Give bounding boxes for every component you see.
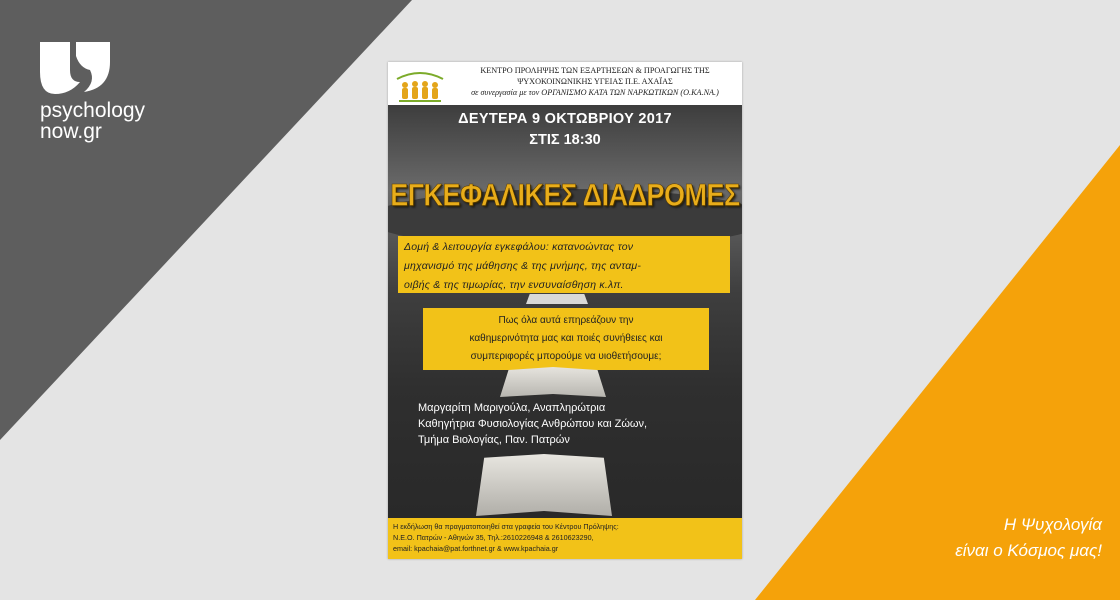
- footer-line3: email: kpachaia@pat.forthnet.gr & www.kpachaia.gr: [393, 544, 559, 553]
- speaker-info: [418, 400, 738, 448]
- org-line2: ΨΥΧΟΚΟΙΝΩΝΙΚΗΣ ΥΓΕΙΑΣ Π.Ε. ΑΧΑΪΑΣ: [517, 77, 673, 86]
- topic-line2: μηχανισμό της μάθησης & της μνήμης, της ανταμ-: [404, 260, 642, 272]
- logo-mark-icon: [40, 42, 110, 94]
- question-line3: συμπεριφορές μπορούμε να υιοθετήσουμε;: [470, 351, 662, 362]
- tagline-line2: είναι ο Κόσμος μας!: [955, 541, 1102, 560]
- question-line2: καθημερινότητα μας και ποιές συνήθειες και: [469, 333, 663, 344]
- question-box: [423, 308, 709, 370]
- logo-text-line1: psychology: [40, 99, 146, 122]
- org-line3: σε συνεργασία με τον ΟΡΓΑΝΙΣΜΟ ΚΑΤΑ ΤΩΝ ΝΑΡΚΩΤΙΚΩΝ (Ο.ΚΑ.ΝΑ.): [471, 88, 719, 97]
- poster-header: [388, 62, 742, 105]
- open-book-medium: [500, 367, 606, 397]
- org-line1: ΚΕΝΤΡΟ ΠΡΟΛΗΨΗΣ ΤΩΝ ΕΞΑΡΤΗΣΕΩΝ & ΠΡΟΑΓΩΓΗΣ ΤΗΣ: [480, 66, 710, 75]
- topic-line3: οιβής & της τιμωρίας, την ενσυναίσθηση κ.λπ.: [404, 279, 624, 291]
- footer-line2: Ν.Ε.Ο. Πατρών - Αθηνών 35, Τηλ.:2610226948 & 2610623290,: [393, 533, 594, 542]
- speaker-line1: Μαργαρίτη Μαριγούλα, Αναπληρώτρια: [418, 402, 606, 414]
- organization-logo-icon: [391, 65, 449, 103]
- event-time: ΣΤΙΣ 18:30: [529, 132, 601, 148]
- open-book-small: [526, 294, 588, 304]
- topic-box: [398, 236, 730, 293]
- tagline-line1: Η Ψυχολογία: [1003, 515, 1102, 534]
- topic-line1: Δομή & λειτουργία εγκεφάλου: κατανοώντας τον: [404, 241, 634, 253]
- footer-line1: Η εκδήλωση θα πραγματοποιηθεί στα γραφεία του Κέντρου Πρόληψης:: [393, 522, 619, 531]
- event-poster: [388, 62, 742, 559]
- psychologynow-logo[interactable]: [40, 42, 150, 142]
- tagline: [955, 512, 1102, 564]
- organization-text: [450, 65, 740, 98]
- question-line1: Πως όλα αυτά επηρεάζουν την: [498, 315, 634, 326]
- speaker-line2: Καθηγήτρια Φυσιολογίας Ανθρώπου και Ζώων,: [418, 418, 648, 430]
- open-book-large: [476, 454, 612, 516]
- event-date: ΔΕΥΤΕΡΑ 9 ΟΚΤΩΒΡΙΟΥ 2017: [458, 111, 672, 127]
- event-title: ΕΓΚΕΦΑΛΙΚΕΣ ΔΙΑΔΡΟΜΕΣ: [390, 177, 740, 213]
- speaker-line3: Τμήμα Βιολογίας, Παν. Πατρών: [418, 434, 570, 446]
- poster-footer: [388, 518, 742, 559]
- logo-text-line2: now.gr: [40, 120, 102, 143]
